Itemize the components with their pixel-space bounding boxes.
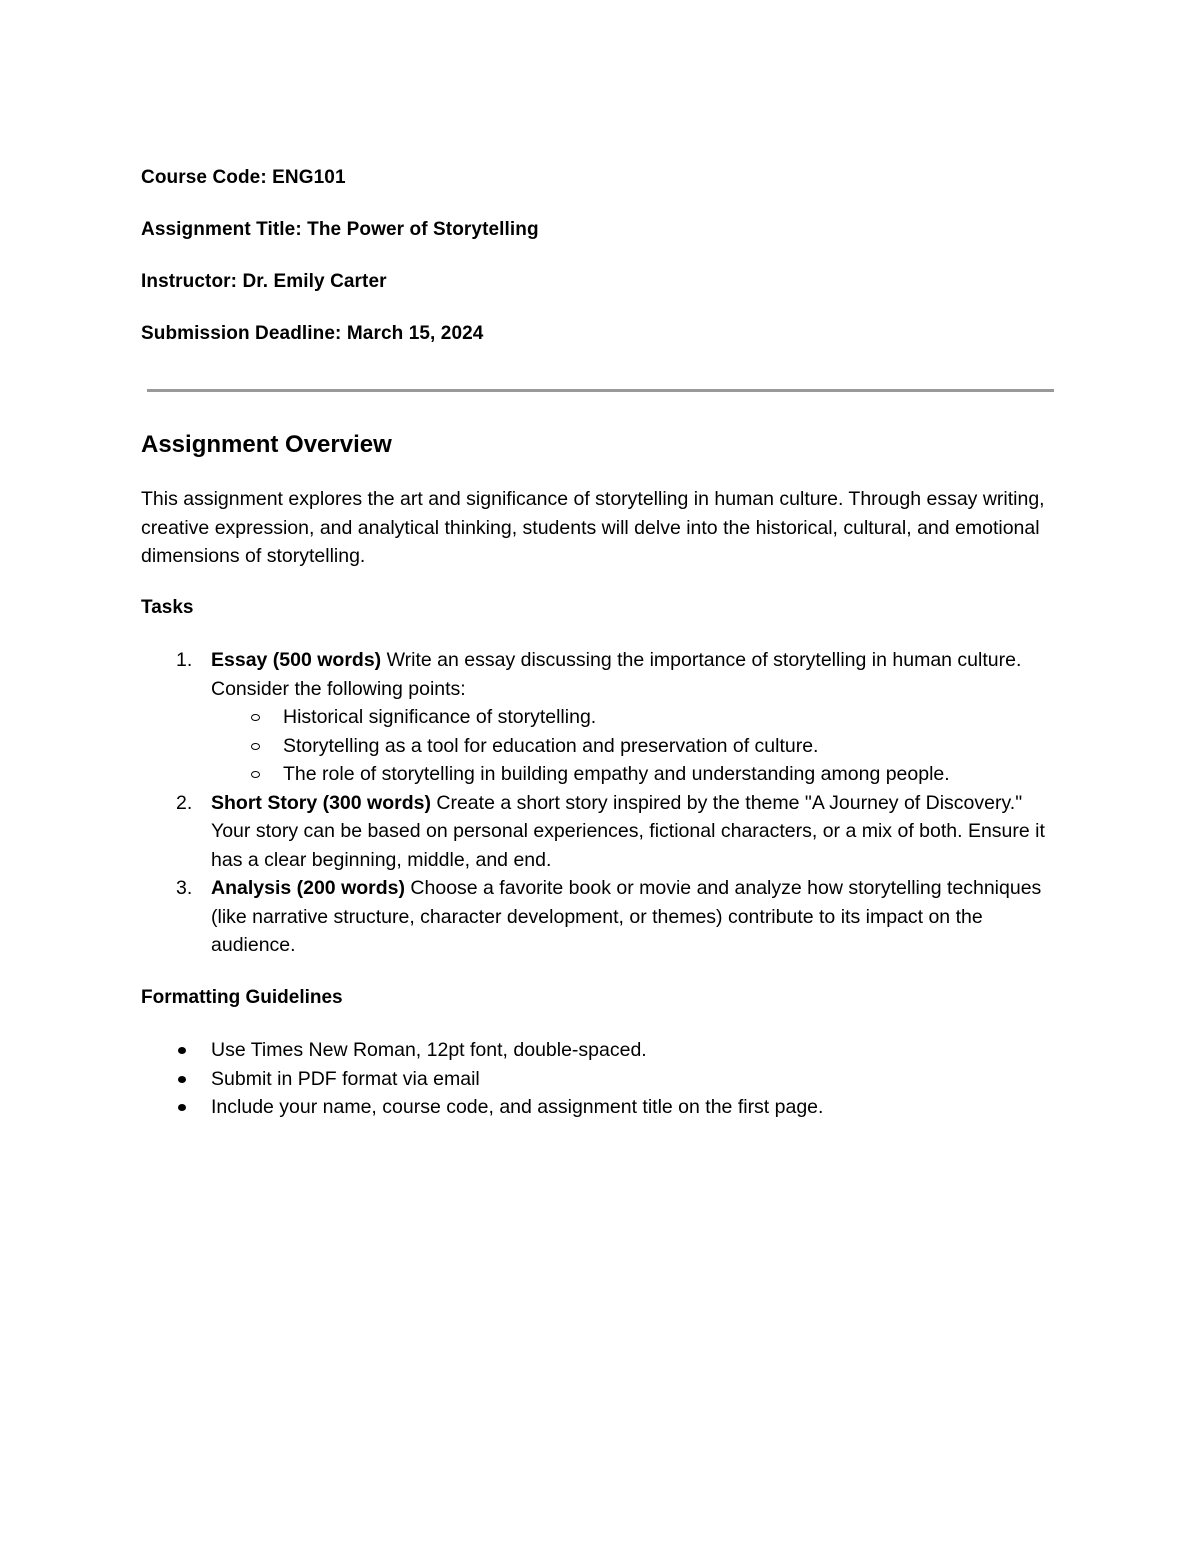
circle-bullet-icon	[251, 714, 260, 721]
list-item: Use Times New Roman, 12pt font, double-spaced.	[141, 1036, 1061, 1065]
tasks-list	[141, 646, 1061, 960]
list-number: 2.	[176, 791, 193, 814]
task-title: Analysis (200 words)	[211, 877, 405, 899]
formatting-list	[141, 1036, 1061, 1122]
bullet-icon	[178, 1047, 186, 1054]
task-item-essay	[141, 646, 1061, 789]
essay-points-list	[211, 703, 1061, 789]
course-code: Course Code: ENG101	[141, 167, 346, 188]
task-item-short-story	[141, 789, 1061, 875]
task-text: Choose a favorite book or movie and analyze how storytelling techniques (like narrative structure, character development, or themes) contribute to its impact on the audience.	[211, 877, 1042, 956]
bullet-icon	[178, 1104, 186, 1111]
list-number: 1.	[176, 649, 193, 671]
task-title: Essay (500 words)	[211, 649, 382, 671]
horizontal-divider	[147, 389, 1054, 392]
task-title: Short Story (300 words)	[211, 791, 431, 814]
task-text: Write an essay discussing the importance of storytelling in human culture. Consider the following points:	[211, 649, 1022, 700]
list-item: Historical significance of storytelling.	[141, 703, 1061, 732]
task-item-analysis	[141, 874, 1061, 960]
instructor: Instructor: Dr. Emily Carter	[141, 271, 387, 292]
tasks-heading: Tasks	[141, 597, 194, 618]
list-item: Include your name, course code, and assignment title on the first page.	[141, 1093, 1061, 1122]
list-item: The role of storytelling in building empathy and understanding among people.	[141, 760, 1061, 789]
circle-bullet-icon	[251, 771, 260, 778]
task-text: Create a short story inspired by the theme "A Journey of Discovery." Your story can be based on personal experiences, fictional characters, or a mix of both. Ensure it has a clear beginning, middle, and end.	[211, 791, 1045, 871]
assignment-title: Assignment Title: The Power of Storytelling	[141, 219, 539, 240]
overview-paragraph: This assignment explores the art and significance of storytelling in human culture. Through essay writing, creative expression, and analytical thinking, students will delve into the historical, cultural, and emotional dimensions of storytelling.	[141, 488, 1045, 567]
list-item: Submit in PDF format via email	[141, 1065, 1061, 1094]
overview-heading: Assignment Overview	[141, 431, 392, 458]
bullet-icon	[178, 1076, 186, 1083]
circle-bullet-icon	[251, 743, 260, 750]
formatting-heading: Formatting Guidelines	[141, 987, 343, 1008]
submission-deadline: Submission Deadline: March 15, 2024	[141, 323, 484, 344]
list-item: Storytelling as a tool for education and preservation of culture.	[141, 732, 1061, 761]
list-number: 3.	[176, 877, 193, 899]
